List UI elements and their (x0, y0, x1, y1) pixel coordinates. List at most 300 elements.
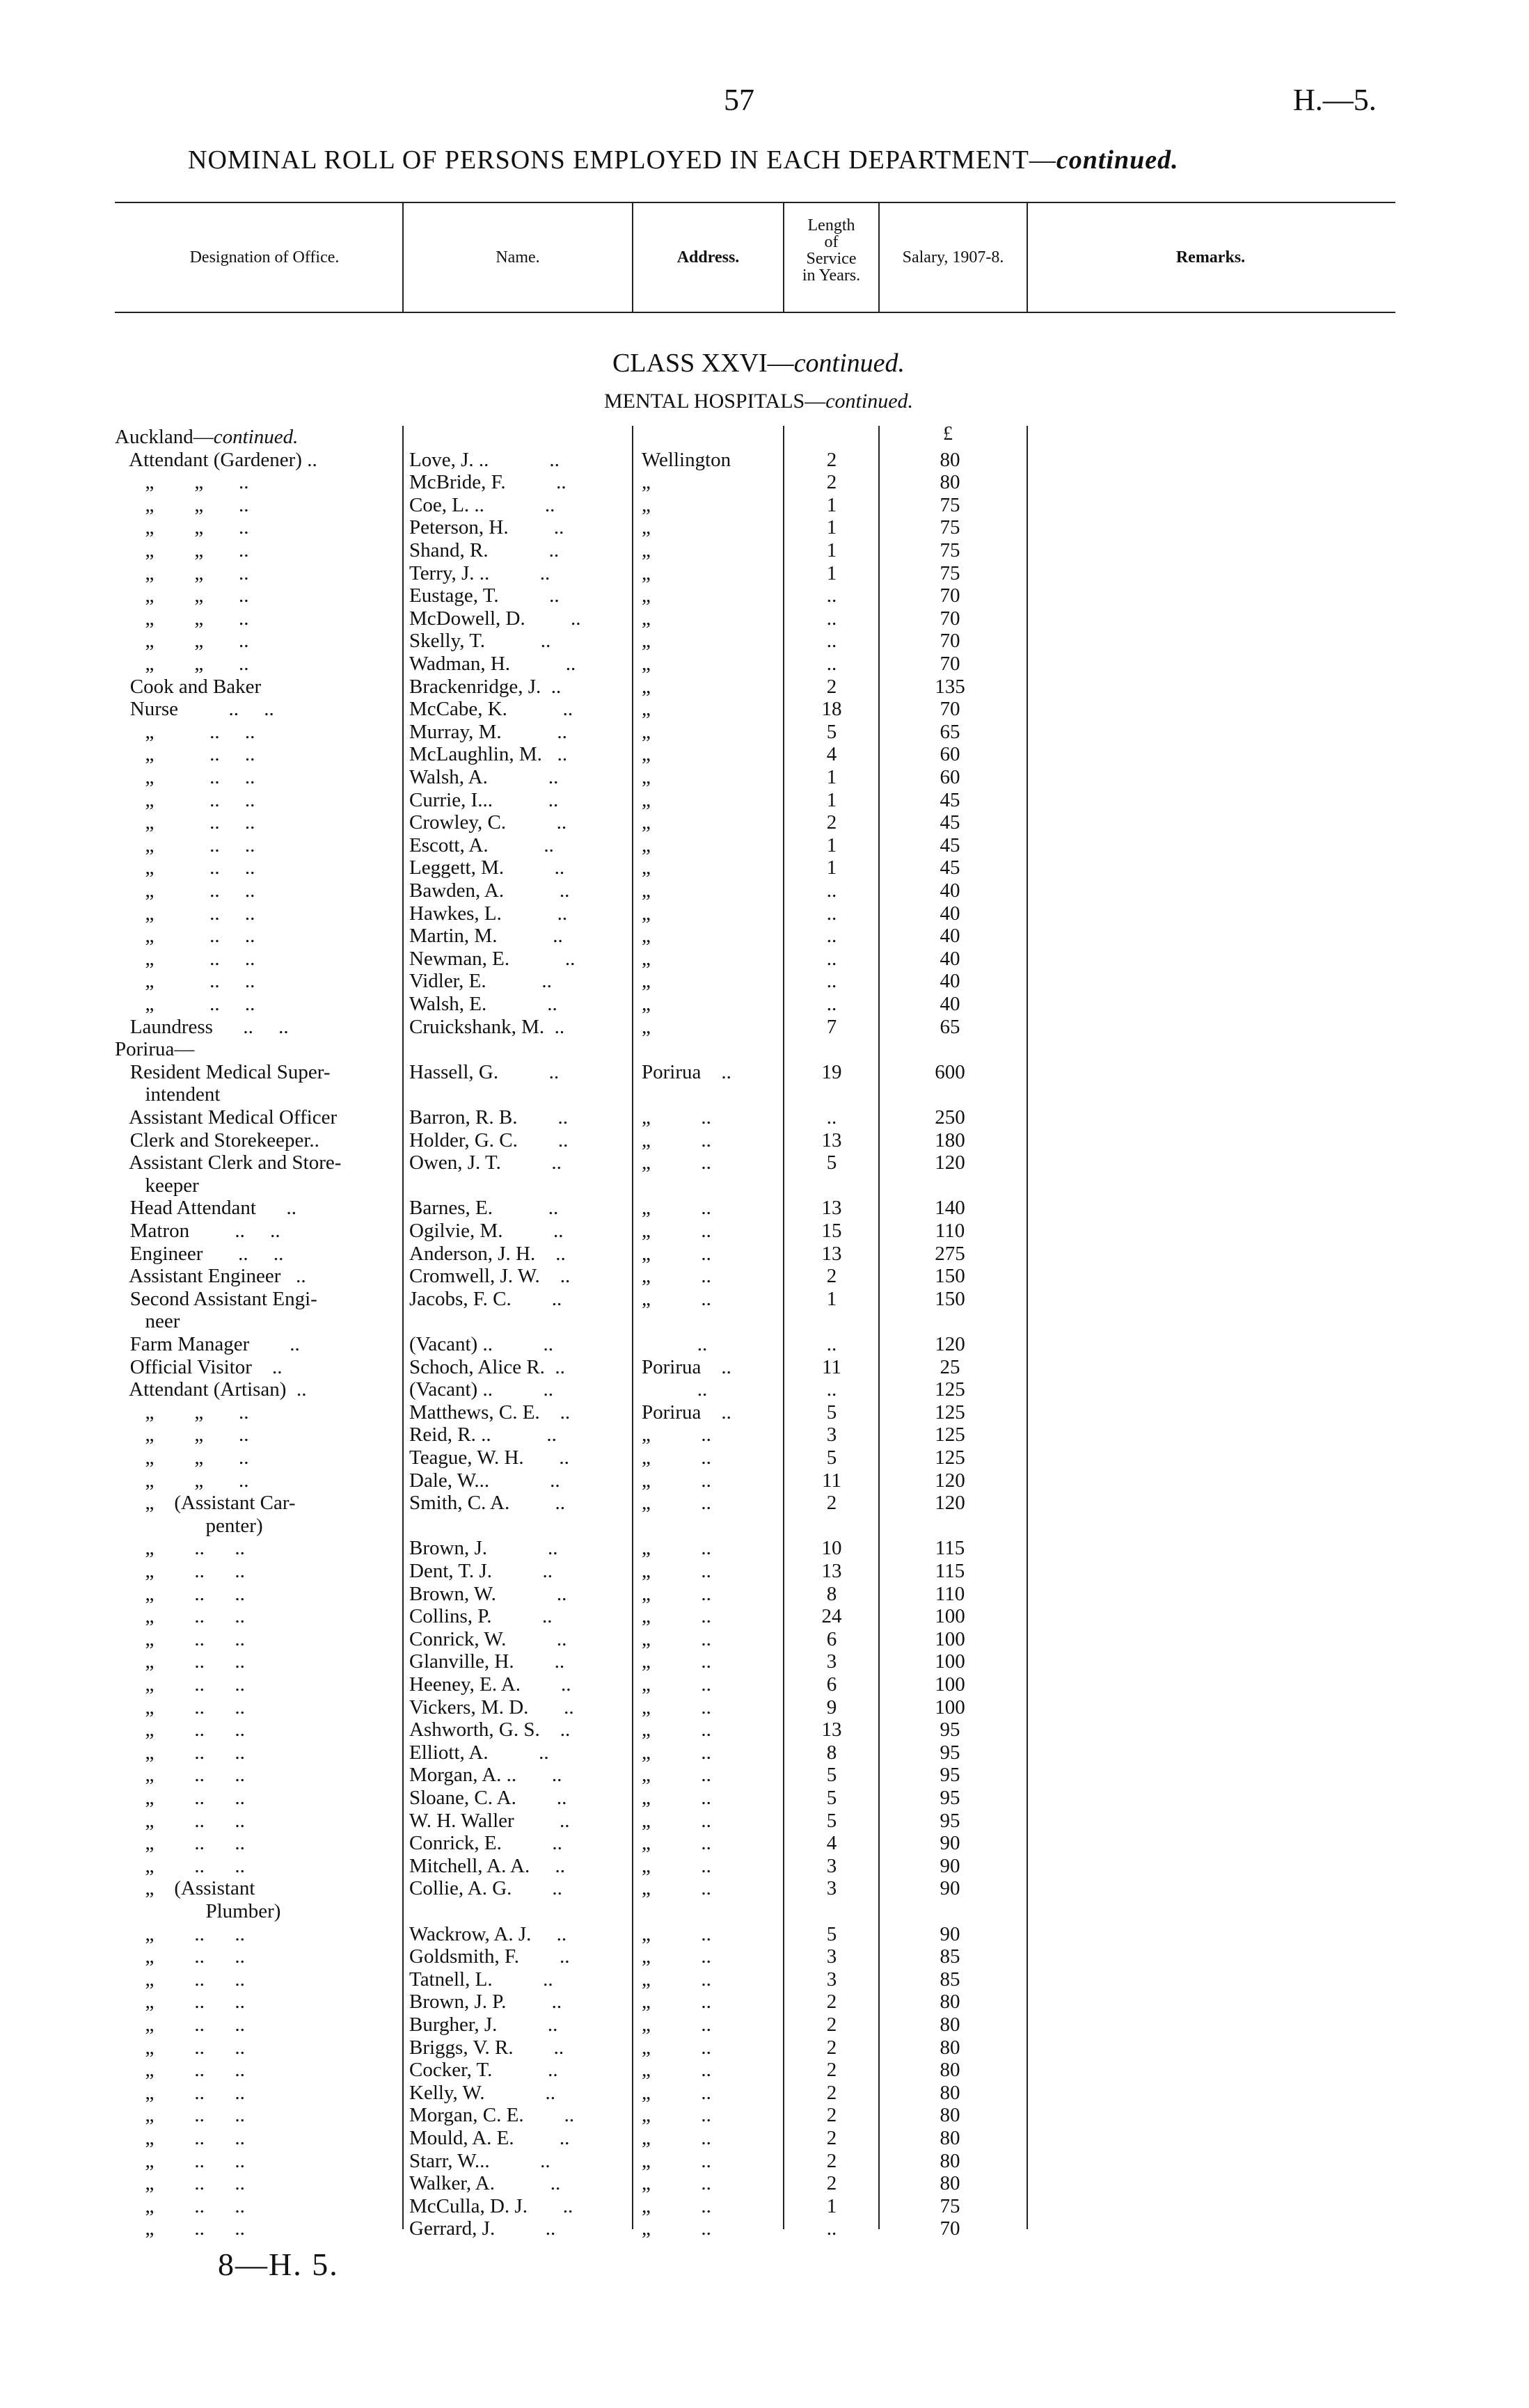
cell-designation: Assistant Engineer .. (115, 1265, 306, 1288)
cell-name: (Vacant) .. .. (409, 1378, 553, 1401)
sub-heading-italic: continued. (825, 390, 914, 413)
cell-address: „ .. (642, 2149, 711, 2172)
cell-address: „ (642, 947, 651, 970)
cell-name: Morgan, A. .. .. (409, 1764, 562, 1787)
cell-salary: 275 (935, 1242, 965, 1265)
column-header-length-line: of (824, 233, 839, 251)
cell-salary: 115 (935, 1537, 965, 1560)
cell-salary: 120 (935, 1333, 965, 1355)
cell-designation: „ .. .. (115, 1968, 245, 1991)
cell-salary: 40 (940, 902, 960, 925)
cell-designation: „ .. .. (115, 2081, 245, 2104)
cell-designation: „ „ .. (115, 607, 249, 630)
cell-designation: Assistant Clerk and Store- (115, 1151, 342, 1174)
cell-address: „ (642, 856, 651, 879)
cell-length: 2 (826, 2127, 837, 2149)
cell-salary: 70 (940, 698, 960, 721)
page-title-italic: continued. (1056, 145, 1179, 175)
cell-salary: 80 (940, 2149, 960, 2172)
cell-name: Conrick, W. .. (409, 1627, 567, 1650)
cell-name: Anderson, J. H. .. (409, 1242, 566, 1265)
cell-salary: 70 (940, 2217, 960, 2240)
cell-name: Murray, M. .. (409, 720, 567, 743)
cell-name: Ashworth, G. S. .. (409, 1719, 571, 1741)
cell-designation: „ .. .. (115, 1627, 245, 1650)
cell-address: „ (642, 516, 651, 539)
cell-length: 5 (826, 1922, 837, 1945)
cell-salary: 80 (940, 2172, 960, 2195)
cell-address: „ .. (642, 2127, 711, 2149)
cell-salary: 120 (935, 1492, 965, 1515)
cell-designation: „ „ .. (115, 584, 249, 607)
cell-designation: „ .. .. (115, 811, 255, 834)
cell-length: .. (826, 970, 837, 993)
cell-name: Leggett, M. .. (409, 856, 565, 879)
currency-symbol: £ (943, 423, 953, 445)
cell-salary: 125 (935, 1424, 965, 1446)
cell-name: Dent, T. J. .. (409, 1560, 553, 1582)
cell-salary: 65 (940, 720, 960, 743)
cell-address: .. (642, 1333, 708, 1355)
cell-designation: „ .. .. (115, 1673, 245, 1696)
cell-name: Schoch, Alice R. .. (409, 1355, 565, 1378)
cell-length: 13 (821, 1129, 842, 1151)
cell-salary: 80 (940, 1991, 960, 2014)
cell-address: „ .. (642, 1764, 711, 1787)
cell-designation: „ .. .. (115, 2127, 245, 2149)
cell-name: Terry, J. .. .. (409, 561, 550, 584)
cell-salary: 150 (935, 1265, 965, 1288)
cell-name: Jacobs, F. C. .. (409, 1287, 562, 1310)
cell-name: Newman, E. .. (409, 947, 576, 970)
cell-designation: „ „ .. (115, 653, 249, 675)
cell-name: Collie, A. G. .. (409, 1877, 562, 1900)
cell-length: 3 (826, 1650, 837, 1673)
cell-name: Cruickshank, M. .. (409, 1015, 565, 1038)
cell-salary: 95 (940, 1764, 960, 1787)
cell-address: „ (642, 970, 651, 993)
cell-length: 2 (826, 675, 837, 698)
cell-salary: 95 (940, 1741, 960, 1764)
cell-salary: 40 (940, 993, 960, 1015)
cell-length: 2 (826, 1492, 837, 1515)
cell-salary: 95 (940, 1809, 960, 1832)
cell-salary: 40 (940, 879, 960, 902)
cell-address: „ (642, 675, 651, 698)
column-header-address: Address. (676, 248, 740, 266)
cell-address: „ .. (642, 1945, 711, 1968)
cell-length: 1 (826, 539, 837, 561)
cell-salary: 75 (940, 2194, 960, 2217)
cell-name: Wackrow, A. J. .. (409, 1922, 567, 1945)
cell-length: 4 (826, 1832, 837, 1855)
body-divider (402, 426, 404, 2229)
cell-address: Porirua .. (642, 1401, 731, 1424)
cell-salary: 100 (935, 1696, 965, 1719)
cell-salary: 40 (940, 970, 960, 993)
cell-address: „ .. (642, 1242, 711, 1265)
cell-salary: 75 (940, 493, 960, 516)
cell-name: W. H. Waller .. (409, 1809, 570, 1832)
cell-designation: „ .. .. (115, 947, 255, 970)
cell-address: „ .. (642, 1854, 711, 1877)
cell-length: 6 (826, 1673, 837, 1696)
cell-salary: 45 (940, 811, 960, 834)
cell-address: „ .. (642, 1832, 711, 1855)
cell-length: 1 (826, 561, 837, 584)
cell-designation: „ .. .. (115, 1787, 245, 1809)
cell-designation: „ .. .. (115, 720, 255, 743)
cell-designation: „ .. .. (115, 788, 255, 811)
cell-length: 24 (821, 1605, 842, 1628)
cell-designation: „ .. .. (115, 1696, 245, 1719)
cell-designation: „ .. .. (115, 1582, 245, 1605)
cell-length: 2 (826, 471, 837, 494)
cell-designation: „ .. .. (115, 1719, 245, 1741)
cell-length: 8 (826, 1582, 837, 1605)
cell-address: „ .. (642, 1991, 711, 2014)
cell-designation: neer (115, 1310, 180, 1333)
cell-length: .. (826, 584, 837, 607)
cell-salary: 125 (935, 1446, 965, 1469)
cell-length: 2 (826, 811, 837, 834)
cell-length: 1 (826, 516, 837, 539)
cell-salary: 70 (940, 584, 960, 607)
cell-salary: 80 (940, 2104, 960, 2127)
cell-designation: „ (Assistant (115, 1877, 255, 1900)
cell-address: „ .. (642, 2104, 711, 2127)
cell-name: Mould, A. E. .. (409, 2127, 570, 2149)
cell-designation: „ .. .. (115, 1605, 245, 1628)
column-header-length-line: Service (806, 250, 857, 268)
cell-address: „ .. (642, 1446, 711, 1469)
cell-designation: Plumber) (115, 1900, 281, 1922)
cell-designation: Nurse .. .. (115, 698, 274, 721)
cell-name: Shand, R. .. (409, 539, 560, 561)
cell-length: 4 (826, 743, 837, 766)
cell-address: „ .. (642, 2059, 711, 2082)
cell-name: Holder, G. C. .. (409, 1129, 569, 1151)
cell-name: Kelly, W. .. (409, 2081, 555, 2104)
cell-address: „ (642, 743, 651, 766)
cell-salary: 135 (935, 675, 965, 698)
cell-name: Brown, W. .. (409, 1582, 567, 1605)
cell-salary: 125 (935, 1401, 965, 1424)
cell-designation: „ .. .. (115, 2014, 245, 2036)
cell-salary: 45 (940, 788, 960, 811)
cell-designation: Engineer .. .. (115, 1242, 284, 1265)
body-divider (632, 426, 633, 2229)
cell-name: Briggs, V. R. .. (409, 2036, 564, 2059)
cell-designation: „ „ .. (115, 630, 249, 653)
cell-name: Bawden, A. .. (409, 879, 570, 902)
cell-length: 1 (826, 2194, 837, 2217)
cell-length: 5 (826, 1809, 837, 1832)
cell-designation: Porirua— (115, 1038, 195, 1061)
cell-name: Gerrard, J. .. (409, 2217, 556, 2240)
cell-length: 1 (826, 788, 837, 811)
cell-salary: 110 (935, 1582, 965, 1605)
cell-length: 13 (821, 1242, 842, 1265)
page-code: H.—5. (1293, 83, 1377, 117)
cell-salary: 180 (935, 1129, 965, 1151)
cell-name: Sloane, C. A. .. (409, 1787, 567, 1809)
cell-name: Smith, C. A. .. (409, 1492, 565, 1515)
cell-designation: „ „ .. (115, 471, 249, 494)
cell-name: Matthews, C. E. .. (409, 1401, 571, 1424)
cell-name: Barron, R. B. .. (409, 1106, 568, 1129)
cell-name: Tatnell, L. .. (409, 1968, 553, 1991)
cell-address: „ .. (642, 1265, 711, 1288)
cell-designation: Cook and Baker (115, 675, 262, 698)
cell-salary: 100 (935, 1605, 965, 1628)
cell-salary: 80 (940, 2059, 960, 2082)
column-header-length-line: Length (807, 216, 855, 234)
cell-length: 1 (826, 834, 837, 856)
cell-designation: „ .. .. (115, 2059, 245, 2082)
cell-length: 1 (826, 1287, 837, 1310)
cell-address: „ .. (642, 1650, 711, 1673)
cell-designation: „ „ .. (115, 1424, 249, 1446)
cell-name: Starr, W... .. (409, 2149, 550, 2172)
cell-designation: Farm Manager .. (115, 1333, 300, 1355)
cell-salary: 80 (940, 2014, 960, 2036)
cell-name: McCabe, K. .. (409, 698, 573, 721)
cell-address: „ (642, 720, 651, 743)
cell-salary: 95 (940, 1787, 960, 1809)
cell-salary: 100 (935, 1627, 965, 1650)
page-title (188, 145, 1179, 175)
table-header-bottom-rule (115, 312, 1395, 313)
cell-designation: Official Visitor .. (115, 1355, 283, 1378)
cell-name: Crowley, C. .. (409, 811, 567, 834)
cell-length: 5 (826, 1401, 837, 1424)
cell-designation: „ .. .. (115, 2172, 245, 2195)
cell-name: Goldsmith, F. .. (409, 1945, 570, 1968)
cell-name: Cromwell, J. W. .. (409, 1265, 571, 1288)
cell-salary: 600 (935, 1060, 965, 1083)
cell-designation: „ .. .. (115, 902, 255, 925)
cell-name: Ogilvie, M. .. (409, 1220, 564, 1242)
cell-address: „ .. (642, 2217, 711, 2240)
cell-length: 3 (826, 1945, 837, 1968)
cell-designation: penter) (115, 1514, 263, 1537)
cell-designation: „ .. .. (115, 1945, 245, 1968)
cell-length: 2 (826, 1991, 837, 2014)
cell-name: Walsh, A. .. (409, 766, 559, 788)
page-number: 57 (724, 83, 754, 117)
cell-designation: „ „ .. (115, 539, 249, 561)
cell-salary: 85 (940, 1945, 960, 1968)
cell-address: „ (642, 607, 651, 630)
cell-name: Owen, J. T. .. (409, 1151, 562, 1174)
cell-salary: 80 (940, 2127, 960, 2149)
cell-designation: „ „ .. (115, 561, 249, 584)
cell-salary: 120 (935, 1469, 965, 1492)
cell-salary: 70 (940, 653, 960, 675)
cell-designation: „ .. .. (115, 743, 255, 766)
cell-length: 2 (826, 448, 837, 471)
cell-name: Collins, P. .. (409, 1605, 553, 1628)
cell-name: Walsh, E. .. (409, 993, 557, 1015)
cell-designation: Attendant (Artisan) .. (115, 1378, 307, 1401)
cell-name: Hassell, G. .. (409, 1060, 560, 1083)
cell-address: „ .. (642, 1129, 711, 1151)
class-heading-italic: continued. (793, 349, 905, 378)
body-divider (1027, 426, 1028, 2229)
cell-length: .. (826, 607, 837, 630)
cell-name: Dale, W... .. (409, 1469, 560, 1492)
cell-name: Skelly, T. .. (409, 630, 551, 653)
cell-designation: „ .. .. (115, 993, 255, 1015)
cell-address: „ .. (642, 1106, 711, 1129)
cell-length: .. (826, 653, 837, 675)
cell-address: „ .. (642, 2036, 711, 2059)
cell-length: 11 (822, 1469, 841, 1492)
cell-length: 3 (826, 1968, 837, 1991)
cell-length: 2 (826, 2172, 837, 2195)
cell-length: 1 (826, 766, 837, 788)
cell-name: Hawkes, L. .. (409, 902, 568, 925)
cell-length: 7 (826, 1015, 837, 1038)
cell-name: Vickers, M. D. .. (409, 1696, 574, 1719)
cell-name: Brown, J. .. (409, 1537, 558, 1560)
body-divider (783, 426, 784, 2229)
cell-address: Wellington (642, 448, 731, 471)
cell-designation: Laundress .. .. (115, 1015, 289, 1038)
cell-designation: Resident Medical Super- (115, 1060, 331, 1083)
cell-address: „ .. (642, 2172, 711, 2195)
cell-designation: keeper (115, 1174, 199, 1197)
cell-length: 2 (826, 2036, 837, 2059)
cell-salary: 25 (940, 1355, 960, 1378)
cell-address: .. (642, 1378, 708, 1401)
cell-length: 9 (826, 1696, 837, 1719)
cell-address: „ .. (642, 1787, 711, 1809)
cell-name: Morgan, C. E. .. (409, 2104, 575, 2127)
cell-length: 1 (826, 493, 837, 516)
cell-length: .. (826, 993, 837, 1015)
cell-address: „ (642, 993, 651, 1015)
sub-heading (431, 390, 1086, 413)
cell-address: „ .. (642, 1605, 711, 1628)
cell-salary: 250 (935, 1106, 965, 1129)
cell-designation: „ .. .. (115, 1854, 245, 1877)
cell-salary: 40 (940, 947, 960, 970)
cell-address: „ (642, 834, 651, 856)
cell-salary: 40 (940, 925, 960, 948)
cell-length: .. (826, 2217, 837, 2240)
cell-designation: „ .. .. (115, 1764, 245, 1787)
sub-heading-main: MENTAL HOSPITALS— (603, 390, 826, 413)
cell-designation: „ .. .. (115, 1560, 245, 1582)
cell-designation: „ .. .. (115, 2036, 245, 2059)
cell-designation: „ „ .. (115, 493, 249, 516)
cell-designation: „ .. .. (115, 879, 255, 902)
cell-designation: „ .. .. (115, 856, 255, 879)
cell-name: Martin, M. .. (409, 925, 563, 948)
cell-salary: 80 (940, 2081, 960, 2104)
cell-address: „ .. (642, 1696, 711, 1719)
cell-address: „ .. (642, 1877, 711, 1900)
cell-name: Elliott, A. .. (409, 1741, 549, 1764)
cell-salary: 60 (940, 743, 960, 766)
cell-length: 5 (826, 1787, 837, 1809)
cell-length: 8 (826, 1741, 837, 1764)
cell-address: „ (642, 653, 651, 675)
cell-salary: 70 (940, 630, 960, 653)
cell-salary: 125 (935, 1378, 965, 1401)
cell-length: 3 (826, 1877, 837, 1900)
cell-name: Cocker, T. .. (409, 2059, 558, 2082)
body-divider (878, 426, 880, 2229)
cell-name: Glanville, H. .. (409, 1650, 565, 1673)
cell-designation: „ .. .. (115, 970, 255, 993)
cell-address: Porirua .. (642, 1355, 731, 1378)
cell-name: Currie, I... .. (409, 788, 559, 811)
cell-name: Mitchell, A. A. .. (409, 1854, 565, 1877)
cell-designation: Attendant (Gardener) .. (115, 448, 317, 471)
cell-designation: „ „ .. (115, 516, 249, 539)
cell-address: „ (642, 925, 651, 948)
cell-salary: 80 (940, 448, 960, 471)
cell-name: Eustage, T. .. (409, 584, 560, 607)
cell-name: Barnes, E. .. (409, 1197, 559, 1220)
cell-name: McCulla, D. J. .. (409, 2194, 573, 2217)
cell-salary: 80 (940, 2036, 960, 2059)
cell-address: „ .. (642, 1287, 711, 1310)
cell-length: 1 (826, 856, 837, 879)
footer-code: 8—H. 5. (218, 2247, 339, 2282)
cell-address: „ .. (642, 1424, 711, 1446)
cell-length: 13 (821, 1197, 842, 1220)
cell-name: Escott, A. .. (409, 834, 554, 856)
cell-address: „ (642, 493, 651, 516)
cell-address: „ .. (642, 1492, 711, 1515)
cell-designation: Clerk and Storekeeper.. (115, 1129, 319, 1151)
cell-designation: „ „ .. (115, 1446, 249, 1469)
cell-salary: 65 (940, 1015, 960, 1038)
continued-italic: continued. (213, 426, 299, 448)
cell-address: „ .. (642, 1719, 711, 1741)
cell-name: Heeney, E. A. .. (409, 1673, 571, 1696)
cell-address: „ .. (642, 1968, 711, 1991)
cell-length: .. (826, 630, 837, 653)
cell-salary: 45 (940, 856, 960, 879)
cell-designation: „ .. .. (115, 1809, 245, 1832)
cell-name: Vidler, E. .. (409, 970, 552, 993)
cell-designation: Head Attendant .. (115, 1197, 296, 1220)
cell-length: 13 (821, 1560, 842, 1582)
cell-designation: „ .. .. (115, 834, 255, 856)
cell-designation: „ .. .. (115, 2194, 245, 2217)
cell-address: „ .. (642, 2014, 711, 2036)
cell-address: Porirua .. (642, 1060, 731, 1083)
cell-salary: 85 (940, 1968, 960, 1991)
cell-name: McDowell, D. .. (409, 607, 581, 630)
cell-length: .. (826, 1333, 837, 1355)
cell-length: .. (826, 925, 837, 948)
cell-designation: Assistant Medical Officer (115, 1106, 338, 1129)
cell-name: Wadman, H. .. (409, 653, 576, 675)
class-heading-main: CLASS XXVI— (612, 349, 794, 378)
cell-designation: „ .. .. (115, 2217, 245, 2240)
cell-length: .. (826, 879, 837, 902)
column-header-designation: Designation of Office. (189, 248, 340, 266)
cell-address: „ .. (642, 1809, 711, 1832)
cell-length: 2 (826, 2104, 837, 2127)
cell-name: Conrick, E. .. (409, 1832, 562, 1855)
